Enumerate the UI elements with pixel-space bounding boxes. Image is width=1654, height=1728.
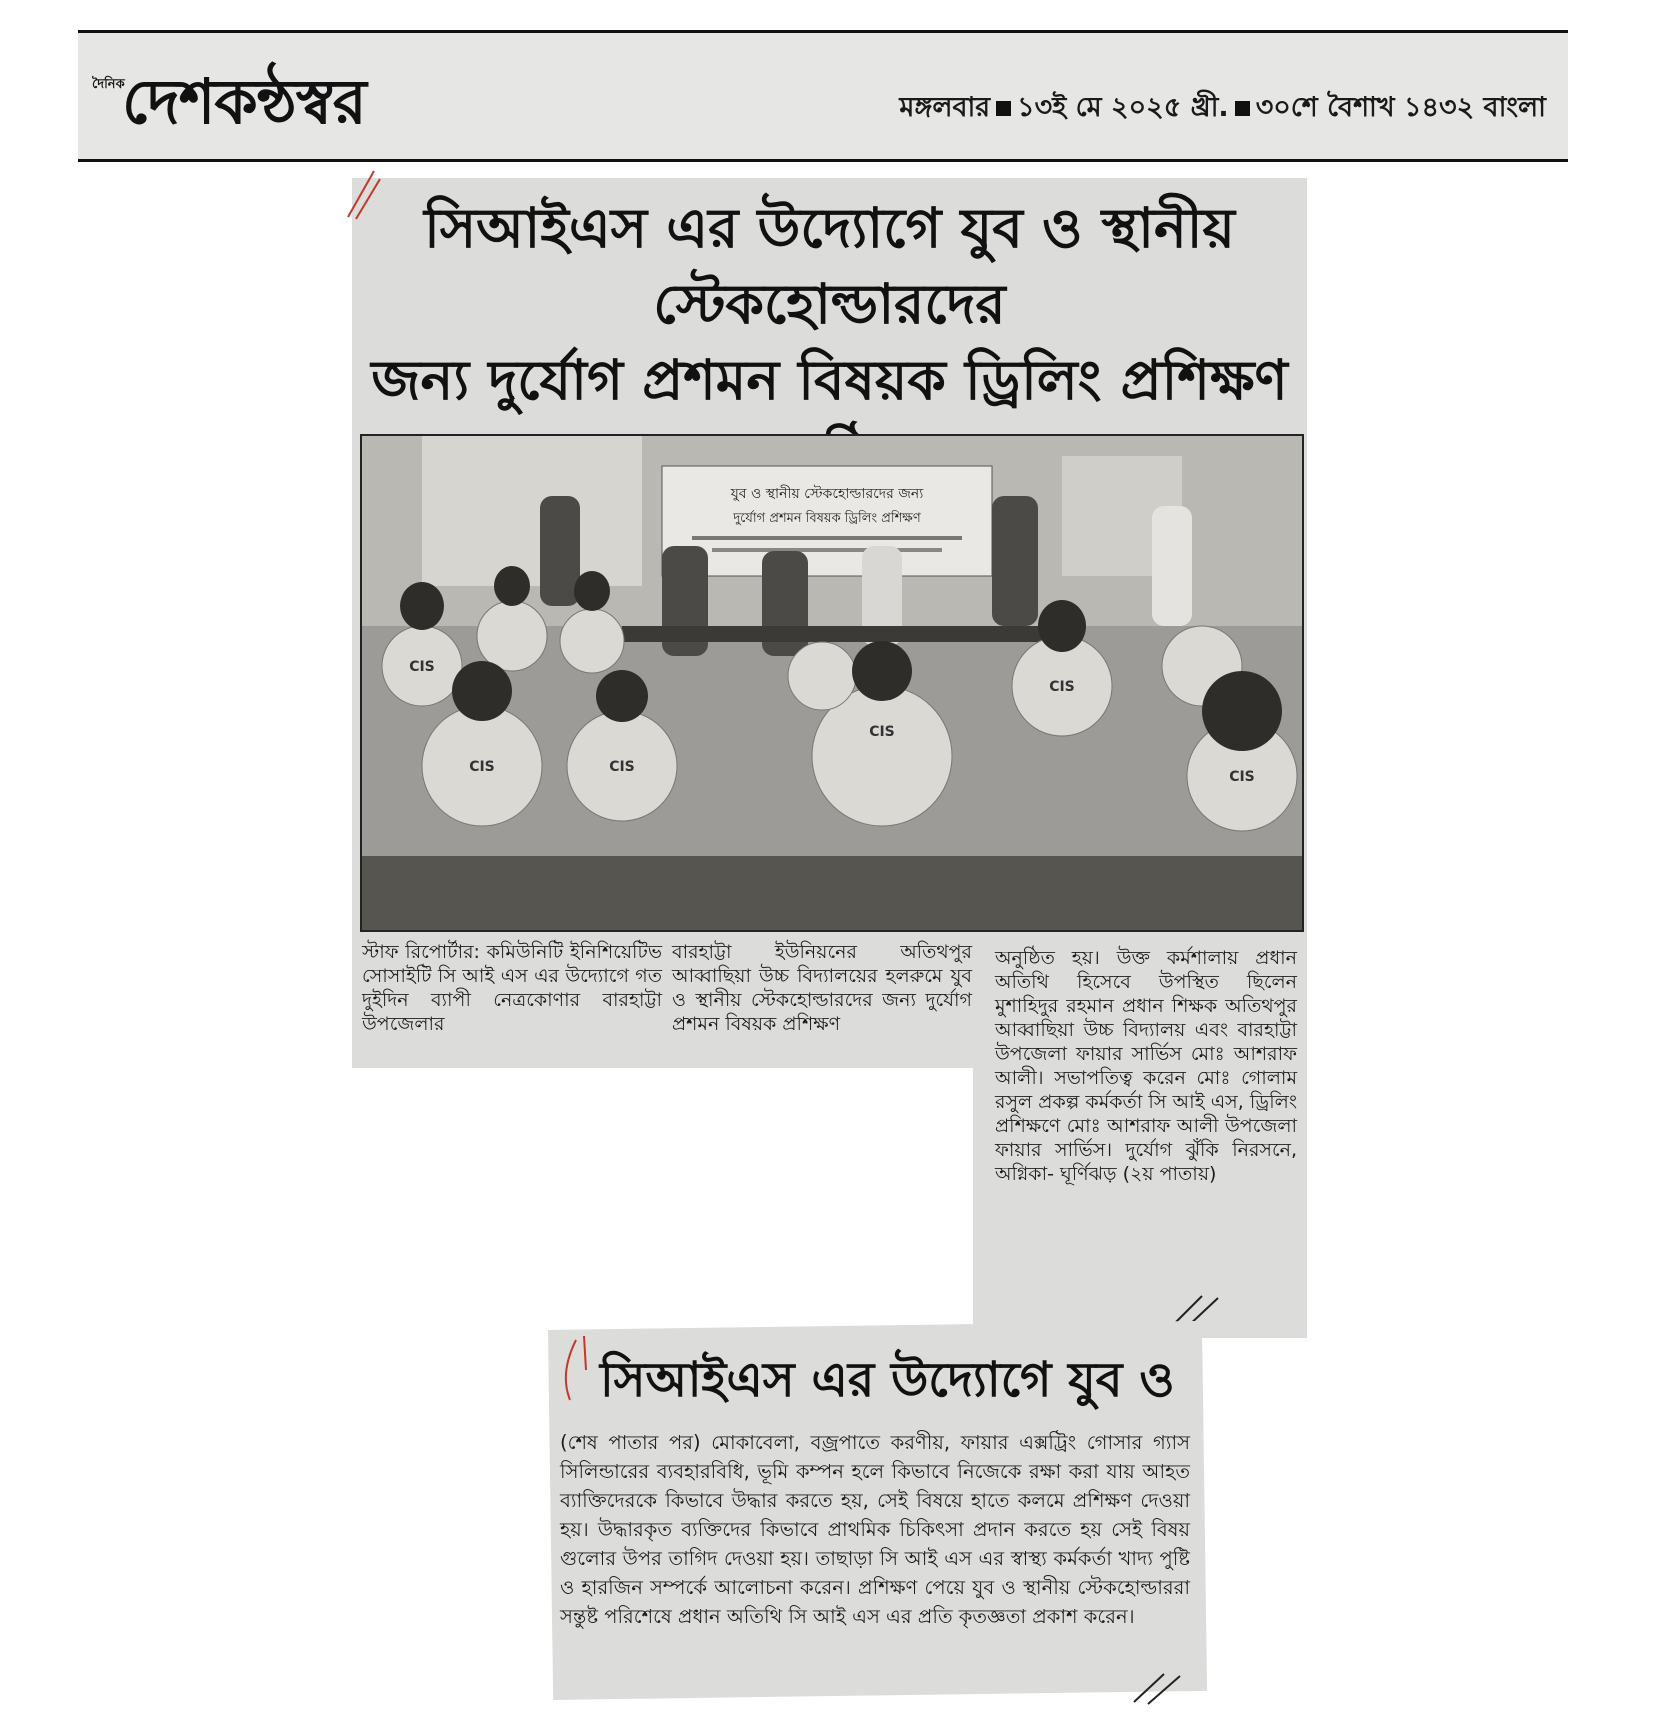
headline-line-1: সিআইএস এর উদ্যোগে যুব ও স্থানীয় স্টেকহোল্ডারদের: [424, 196, 1235, 336]
article-column-1: স্টাফ রিপোর্টার: কমিউনিটি ইনিশিয়েটিভ সোসাইটি সি আই এস এর উদ্যোগে গত দুইদিন ব্যাপী নেত্রকোণার বারহাট্টা উপজেলার: [362, 941, 662, 1035]
article-column-3: অনুষ্ঠিত হয়। উক্ত কর্মশালায় প্রধান অতিথি হিসেবে উপস্থিত ছিলেন মুশাহিদুর রহমান প্রধান শিক্ষক অতিথপুর আব্বাছিয়া উচ্চ বিদ্যালয় এবং বারহাট্টা উপজেলা ফায়ার সার্ভিস মোঃ আশরাফ আলী। সভাপতিত্ব করেন মোঃ গোলাম রসুল প্রকল্প কর্মকর্তা সি আই এস, ড্রিলিং প্রশিক্ষণে মোঃ আশরাফ আলী উপজেলা ফায়ার সার্ভিস। দুর্যোগ ঝুঁকি নিরসনে, অগ্নিকা- ঘূর্ণিঝড় (২য় পাতায়): [995, 947, 1297, 1185]
masthead-date: [899, 87, 1546, 132]
photo-banner-line-1: যুব ও স্থানীয় স্টেকহোল্ডারদের জন্য: [730, 486, 924, 502]
pen-tick-icon: [1130, 1668, 1190, 1708]
classroom-photo-illustration: [362, 436, 1302, 930]
masthead-date-bn: ৩০শে বৈশাখ ১৪৩২ বাংলা: [1255, 92, 1546, 123]
article-photo: [360, 434, 1304, 932]
newspaper-title: দেশকন্ঠস্বর: [122, 65, 366, 138]
square-bullet-icon: [996, 101, 1011, 116]
vest-logo: CIS: [1229, 769, 1255, 785]
vest-logo: CIS: [469, 759, 495, 775]
article-column-2: বারহাট্টা ইউনিয়নের অতিথপুর আব্বাছিয়া উচ্চ বিদ্যালয়ের হলরুমে যুব ও স্থানীয় স্টেকহোল্ডারদের জন্য দুর্যোগ প্রশমন বিষয়ক প্রশিক্ষণ: [672, 941, 972, 1035]
masthead-date-en: ১৩ই মে ২০২৫ খ্রী.: [1017, 92, 1229, 123]
masthead-day: মঙ্গলবার: [899, 92, 991, 123]
vest-logo: CIS: [409, 659, 435, 675]
newspaper-masthead: [78, 30, 1568, 162]
vest-logo: CIS: [1049, 679, 1075, 695]
square-bullet-icon: [1235, 101, 1250, 116]
continuation-body: (শেষ পাতার পর) মোকাবেলা, বজ্রপাতে করণীয়, ফায়ার এক্সট্রিং গোসার গ্যাস সিলিন্ডারের ব্যবহারবিধি, ভূমি কম্পন হলে কিভাবে নিজেকে রক্ষা করা যায় আহত ব্যাক্তিদেরকে কিভাবে উদ্ধার করতে হয়, সেই বিষয়ে হাতে কলমে প্রশিক্ষণ দেওয়া হয়। উদ্ধারকৃত ব্যক্তিদের কিভাবে প্রাথমিক চিকিৎসা প্রদান করতে হয় সেই বিষয় গুলোর উপর তাগিদ দেওয়া হয়। তাছাড়া সি আই এস এর স্বাস্থ্য কর্মকর্তা খাদ্য পুষ্টি ও হারজিন সম্পর্কে আলোচনা করেন। প্রশিক্ষণ পেয়ে যুব ও স্থানীয় স্টেকহোল্ডাররা সন্তুষ্ট পরিশেষে প্রধান অতিথি সি আই এস এর প্রতি কৃতজ্ঞতা প্রকাশ করেন।: [560, 1431, 1190, 1628]
headline-line-2: জন্য দুর্যোগ প্রশমন বিষয়ক ড্রিলিং প্রশিক্ষণ: [371, 348, 1288, 412]
masthead-prefix: দৈনিক: [92, 77, 125, 92]
photo-banner-line-2: দুর্যোগ প্রশমন বিষয়ক ড্রিলিং প্রশিক্ষণ: [733, 511, 921, 526]
vest-logo: CIS: [609, 759, 635, 775]
vest-logo: CIS: [869, 724, 895, 740]
continuation-headline: সিআইএস এর উদ্যোগে যুব ও: [600, 1352, 1175, 1408]
pen-mark-icon: [556, 1330, 606, 1405]
